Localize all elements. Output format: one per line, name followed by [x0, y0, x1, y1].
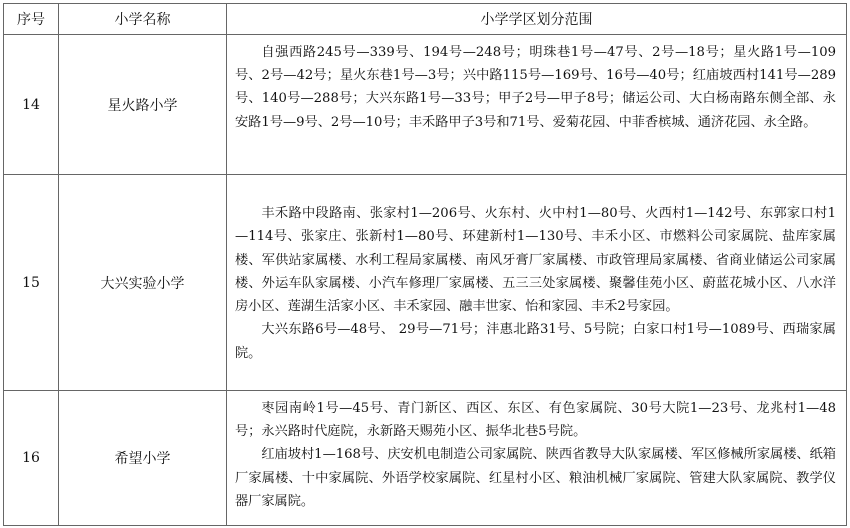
header-district-range: 小学学区划分范围: [227, 4, 847, 35]
range-paragraph: 红庙坡村1—168号、庆安机电制造公司家属院、陕西省教导大队家属楼、军区修械所家属楼、纸箱厂家属楼、十中家属院、外语学校家属院、红星村小区、粮油机械厂家属院、管建大队家属院、教学仪器厂家属院。: [235, 447, 836, 509]
header-index: 序号: [4, 4, 59, 35]
table-row: [4, 35, 847, 175]
school-district-table: [3, 3, 847, 526]
range-paragraph: 大兴东路6号—48号、 29号—71号；沣惠北路31号、5号院；白家口村1号—1089号、西瑞家属院。: [235, 322, 836, 361]
range-paragraph: 丰禾路中段路南、张家村1—206号、火东村、火中村1—80号、火西村1—142号、东郭家口村1—114号、张家庄、张新村1—80号、环建新村1—130号、丰禾小区、市燃料公司家属院、盐库家属楼、军供站家属楼、水利工程局家属楼、南风牙膏厂家属楼、市政管理局家属楼、省商业储运公司家属楼、外运车队家属楼、小汽车修理厂家属楼、五三三处家属楼、聚馨佳苑小区、蔚蓝花城小区、八水洋房小区、莲湖生活家小区、丰禾家园、融丰世家、怡和家园、丰禾2号家园。: [235, 206, 836, 315]
school-name: 希望小学: [59, 391, 227, 526]
table-row: [4, 391, 847, 526]
row-index: 16: [4, 391, 59, 526]
header-row: [4, 4, 847, 35]
row-index: 15: [4, 175, 59, 391]
district-range: [227, 35, 847, 175]
row-index: 14: [4, 35, 59, 175]
range-paragraph: 枣园南岭1号—45号、青门新区、西区、东区、有色家属院、30号大院1—23号、龙兆村1—48号；永兴路时代庭院，永新路天赐苑小区、振华北巷5号院。: [235, 401, 836, 440]
school-name: 星火路小学: [59, 35, 227, 175]
range-paragraph: 自强西路245号—339号、194号—248号；明珠巷1号—47号、2号—18号；星火路1号—109号、2号—42号；星火东巷1号—3号；兴中路115号—169号、16号—40号；红庙坡西村141号—289号、140号—288号；大兴东路1号—33号；甲子2号—甲子8号；储运公司、大白杨南路东侧全部、永安路1号—9号、2号—10号；丰禾路甲子3号和71号、爱菊花园、中菲香槟城、通济花园、永全路。: [235, 45, 836, 130]
table-row: [4, 175, 847, 391]
header-school-name: 小学名称: [59, 4, 227, 35]
school-name: 大兴实验小学: [59, 175, 227, 391]
district-range: [227, 175, 847, 391]
district-range: [227, 391, 847, 526]
